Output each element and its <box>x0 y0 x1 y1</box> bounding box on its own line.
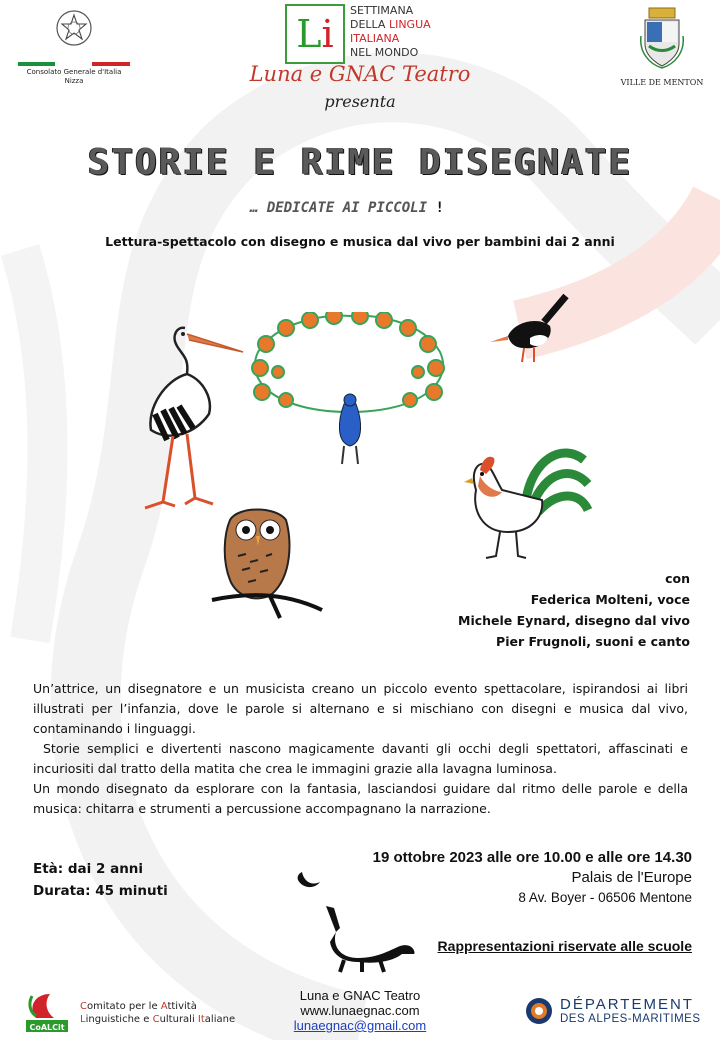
settimana-lingua-logo <box>350 4 431 60</box>
show-subtitle: … DEDICATE AI PICCOLI ! <box>250 200 444 216</box>
menton-logo <box>612 6 712 87</box>
description-paragraph-1: Un’attrice, un disegnatore e un musicista creano un piccolo evento spettacolare, ispirandosi ai libri illustrati per l’infanzia, dove le parole si alternano e si mischiano con disegni e musica dal vivo, contaminando i linguaggi. <box>33 681 688 736</box>
presenta-text: presenta <box>324 92 396 111</box>
li-logo-text: Li <box>296 12 334 56</box>
show-tagline: Lettura-spettacolo con disegno e musica dal vivo per bambini dai 2 anni <box>105 234 615 249</box>
coalcit-logo <box>24 990 70 1034</box>
credits-block <box>458 568 690 652</box>
magpie-illustration <box>488 292 573 367</box>
description-paragraph-3: Un mondo disegnato da esplorare con la fantasia, lasciandosi guidare dal ritmo delle parole e della musica: chitarra e strumenti a percussione accompagnano la narrazione. <box>33 781 688 816</box>
menton-label: VILLE DE MENTON <box>620 78 704 87</box>
owl-illustration <box>210 500 330 625</box>
producer-name: Luna e GNAC Teatro <box>249 62 471 86</box>
settimana-line1: SETTIMANA <box>350 4 414 17</box>
audience-info <box>33 858 168 902</box>
rooster-illustration <box>462 440 592 562</box>
peacock-illustration <box>238 312 460 472</box>
anteater-illustration <box>318 902 418 974</box>
age-info: Età: dai 2 anni <box>33 861 144 877</box>
coalcit-logo-text: CoALCit <box>29 1023 65 1032</box>
consolato-city: Nizza <box>64 77 84 85</box>
settimana-line4: NEL MONDO <box>350 46 419 59</box>
settimana-line2: DELLA LINGUA <box>350 18 431 31</box>
company-name: Luna e GNAC Teatro <box>299 988 421 1003</box>
credits-con: con <box>665 571 690 586</box>
coalcit-name <box>80 1000 235 1026</box>
departement-logo-icon <box>524 996 554 1026</box>
departement-name <box>560 996 701 1025</box>
event-address: 8 Av. Boyer - 06506 Mentone <box>518 890 692 905</box>
credits-line1: Federica Molteni, voce <box>530 592 690 607</box>
company-contact <box>260 988 460 1033</box>
show-description <box>33 679 688 819</box>
departement-line1: DÉPARTEMENT <box>560 996 694 1013</box>
company-email-link[interactable]: lunaegnac@gmail.com <box>293 1018 427 1033</box>
credits-line2: Michele Eynard, disegno dal vivo <box>458 613 690 628</box>
settimana-line3: ITALIANA <box>350 32 400 45</box>
menton-crest-icon <box>637 6 687 70</box>
school-reservation-note: Rappresentazioni riservate alle scuole <box>437 938 692 954</box>
event-info <box>373 848 692 908</box>
credits-line3: Pier Frugnoli, suoni e canto <box>496 634 690 649</box>
li-logo <box>285 4 345 64</box>
coalcit-line2: Linguistiche e Culturali Italiane <box>80 1014 236 1025</box>
italian-emblem-icon <box>52 6 96 52</box>
stork-illustration <box>125 318 250 518</box>
coalcit-line1: Comitato per le Attività <box>80 1001 197 1012</box>
moon-illustration <box>294 862 324 892</box>
description-paragraph-2: Storie semplici e divertenti nascono magicamente davanti gli occhi degli spettatori, affascinati e incuriositi dal tratto della matita che crea le immagini grazie alla lavagna luminosa. <box>33 741 688 776</box>
company-website[interactable]: www.lunaegnac.com <box>300 1003 420 1018</box>
duration-info: Durata: 45 minuti <box>33 883 168 899</box>
event-venue: Palais de l'Europe <box>571 869 692 886</box>
event-date: 19 ottobre 2023 alle ore 10.00 e alle ore 14.30 <box>372 849 692 866</box>
departement-line2: DES ALPES-MARITIMES <box>560 1013 701 1025</box>
show-title: STORIE E RIME DISEGNATE <box>87 142 633 183</box>
consolato-name: Consolato Generale d'Italia <box>26 68 122 76</box>
